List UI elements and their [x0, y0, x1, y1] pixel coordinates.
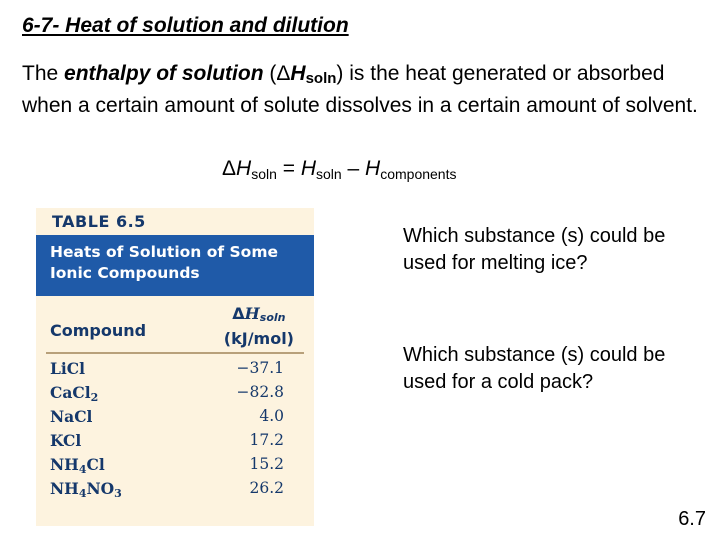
col-dh-sub: soln [259, 311, 286, 324]
table-caption: Heats of Solution of Some Ionic Compounds [50, 243, 278, 282]
eq-term1: H [300, 157, 316, 180]
intro-paren-close: ) [336, 62, 344, 85]
eq-term2: H [365, 157, 381, 180]
compound-name: CaCl$_2$ [50, 383, 99, 404]
intro-delta-symbol: Δ [276, 62, 291, 85]
compound-name: $NH_4Cl$ [50, 455, 105, 476]
eq-delta: Δ [222, 157, 237, 180]
col-dh-unit: (kJ/mol) [223, 329, 294, 348]
intro-paren-open: ( [263, 62, 277, 85]
page-number: 6.7 [678, 508, 706, 530]
compound-name: KCl [50, 431, 82, 450]
table-row [36, 380, 314, 404]
column-header-compound: Compound [50, 321, 147, 340]
compound-value: 26.2 [249, 479, 284, 497]
compound-name: $NH_4NO_3$ [50, 479, 122, 500]
eq-minus: – [341, 157, 366, 180]
enthalpy-equation [222, 157, 457, 182]
table-row [36, 476, 314, 500]
table-header [36, 300, 314, 350]
table-caption-band [36, 235, 314, 296]
question-cold-pack: Which substance (s) could be used for a cold pack? [403, 344, 666, 393]
col-dh-symbol: H [244, 304, 260, 323]
intro-paragraph [22, 60, 712, 119]
col-dh-delta: Δ [232, 304, 245, 323]
compound-name: NaCl [50, 407, 93, 426]
eq-lhs-sub: soln [251, 166, 277, 182]
compound-value: −37.1 [236, 359, 284, 377]
table-body [36, 356, 314, 500]
eq-equals: = [276, 157, 301, 180]
table-row [36, 404, 314, 428]
intro-post: is the heat generated or absorbed when a certain amount of solute dissolves in a certain amount of solvent. [22, 62, 698, 117]
intro-h-symbol: H [290, 62, 306, 85]
compound-value: 15.2 [249, 455, 284, 473]
table-divider [46, 352, 304, 354]
compound-value: −82.8 [236, 383, 284, 401]
table-row [36, 452, 314, 476]
compound-value: 4.0 [259, 407, 284, 425]
compound-value: 17.2 [249, 431, 284, 449]
intro-pre: The [22, 62, 65, 85]
intro-term: enthalpy of solution [64, 62, 264, 85]
table-label: TABLE 6.5 [52, 212, 146, 231]
heats-of-solution-table [36, 208, 314, 526]
intro-h-subscript: soln [305, 70, 337, 87]
question-melting-ice: Which substance (s) could be used for melting ice? [403, 225, 666, 274]
compound-name: LiCl [50, 359, 86, 378]
table-row [36, 356, 314, 380]
eq-term2-sub: components [380, 166, 457, 182]
eq-lhs: H [236, 157, 252, 180]
table-row [36, 428, 314, 452]
slide-title: 6-7- Heat of solution and dilution [22, 14, 349, 37]
column-header-delta-h [224, 303, 294, 349]
eq-term1-sub: soln [316, 166, 342, 182]
